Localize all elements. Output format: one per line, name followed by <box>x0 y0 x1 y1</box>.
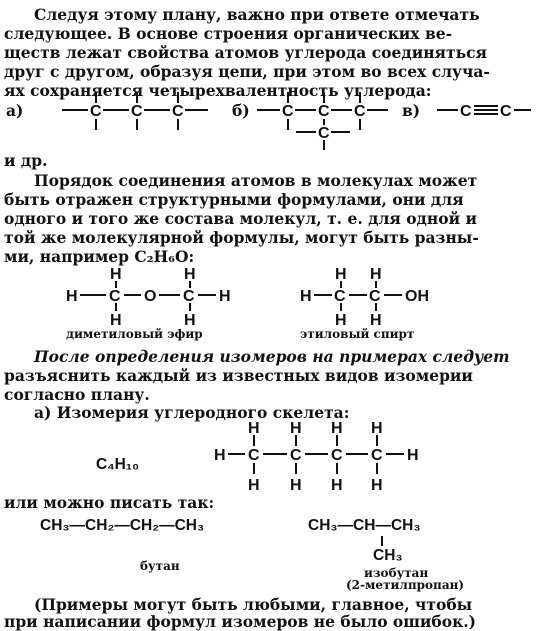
svg-text:H: H <box>335 266 347 283</box>
paragraph-1-line-5: ях сохраняется четырехвалентность углерода: <box>4 81 432 100</box>
svg-text:H: H <box>184 312 196 329</box>
svg-text:H: H <box>371 420 383 437</box>
svg-text:C: C <box>282 103 294 120</box>
svg-text:C: C <box>460 103 472 120</box>
footer-line-1: (Примеры могут быть любыми, главное, чтобы <box>34 595 473 614</box>
svg-text:C: C <box>90 103 102 120</box>
svg-text:OH: OH <box>405 288 429 305</box>
paragraph-1-line-1: Следуя этому плану, важно при ответе отмечать <box>34 5 480 24</box>
paragraph-2-line-2: быть отражен структурными формулами, они для <box>4 190 464 209</box>
svg-text:H: H <box>184 266 196 283</box>
svg-text:C: C <box>371 447 383 464</box>
paragraph-3-line-3: согласно плану. <box>4 385 150 404</box>
svg-text:H: H <box>370 266 382 283</box>
footer-line-2: при написании формул изомеров не было ошибок.) <box>4 612 477 631</box>
isobutane-alt-label: (2-метилпропан) <box>346 578 465 592</box>
isobutane-label: изобутан <box>364 566 429 580</box>
paragraph-1-line-2: следующее. В основе строения органических ве- <box>4 24 453 43</box>
chain-b-structure <box>257 92 388 150</box>
section-a-heading: а) Изомерия углеродного скелета: <box>34 403 350 422</box>
paragraph-3-line-2: разъяснить каждый из известных видов изомерии <box>4 366 473 385</box>
ethanol-label: этиловый спирт <box>300 327 415 341</box>
svg-text:H: H <box>66 288 78 305</box>
butane-label: бутан <box>140 559 180 573</box>
and-more-text: и др. <box>4 151 48 170</box>
svg-text:H: H <box>219 288 231 305</box>
svg-text:H: H <box>290 420 302 437</box>
svg-text:H: H <box>110 266 122 283</box>
svg-text:H: H <box>248 477 260 494</box>
isobutane-branch-ch3: CH₃ <box>373 547 403 564</box>
svg-text:H: H <box>335 312 347 329</box>
svg-text:H: H <box>407 447 419 464</box>
paragraph-2-line-4: той же молекулярной формулы, могут быть разны- <box>4 228 479 247</box>
svg-text:C: C <box>290 447 302 464</box>
svg-text:H: H <box>371 477 383 494</box>
svg-text:C: C <box>318 125 330 142</box>
paragraph-2-line-3: одного и того же состава молекул, т. е. для одной и <box>4 209 477 228</box>
svg-text:H: H <box>331 477 343 494</box>
svg-text:C: C <box>354 103 366 120</box>
isobutane-formula: CH₃—CH—CH₃ <box>308 517 421 534</box>
chain-label-b: б) <box>232 101 250 120</box>
paragraph-3-line-1: После определения изомеров на примерах следует <box>34 347 510 366</box>
svg-text:H: H <box>110 312 122 329</box>
chain-label-a: а) <box>6 101 24 120</box>
chain-v-structure <box>437 103 531 120</box>
paragraph-2-line-1: Порядок соединения атомов в молекулах может <box>34 171 478 190</box>
svg-text:H: H <box>248 420 260 437</box>
svg-text:O: O <box>144 288 157 305</box>
ethanol-structure <box>300 266 429 329</box>
svg-text:H: H <box>370 312 382 329</box>
svg-text:H: H <box>331 420 343 437</box>
svg-text:C: C <box>369 288 381 305</box>
chain-label-v: в) <box>402 101 421 120</box>
svg-text:H: H <box>214 447 226 464</box>
butane-full-structure <box>214 420 419 494</box>
dimethyl-ether-structure <box>66 266 231 329</box>
svg-text:C: C <box>318 103 330 120</box>
svg-text:C: C <box>131 103 143 120</box>
dimethyl-ether-label: диметиловый эфир <box>66 327 203 341</box>
svg-text:C: C <box>183 288 195 305</box>
paragraph-1-line-4: друг с другом, образуя цепи, при этом во всех случа- <box>4 62 490 81</box>
butane-formula: CH₃—CH₂—CH₂—CH₃ <box>40 517 205 534</box>
svg-text:H: H <box>290 477 302 494</box>
svg-text:C: C <box>172 103 184 120</box>
chain-a-structure <box>62 92 208 130</box>
svg-text:C: C <box>331 447 343 464</box>
svg-text:C: C <box>109 288 121 305</box>
svg-text:C: C <box>500 103 512 120</box>
paragraph-2-line-5: ми, например C₂H₆O: <box>4 247 195 266</box>
svg-text:H: H <box>300 288 312 305</box>
svg-text:C: C <box>248 447 260 464</box>
svg-text:C: C <box>334 288 346 305</box>
paragraph-1-line-3: ществ лежат свойства атомов углерода соединяться <box>4 43 488 62</box>
c4h10-formula: C₄H₁₀ <box>96 456 140 473</box>
or-write-text: или можно писать так: <box>4 493 215 512</box>
